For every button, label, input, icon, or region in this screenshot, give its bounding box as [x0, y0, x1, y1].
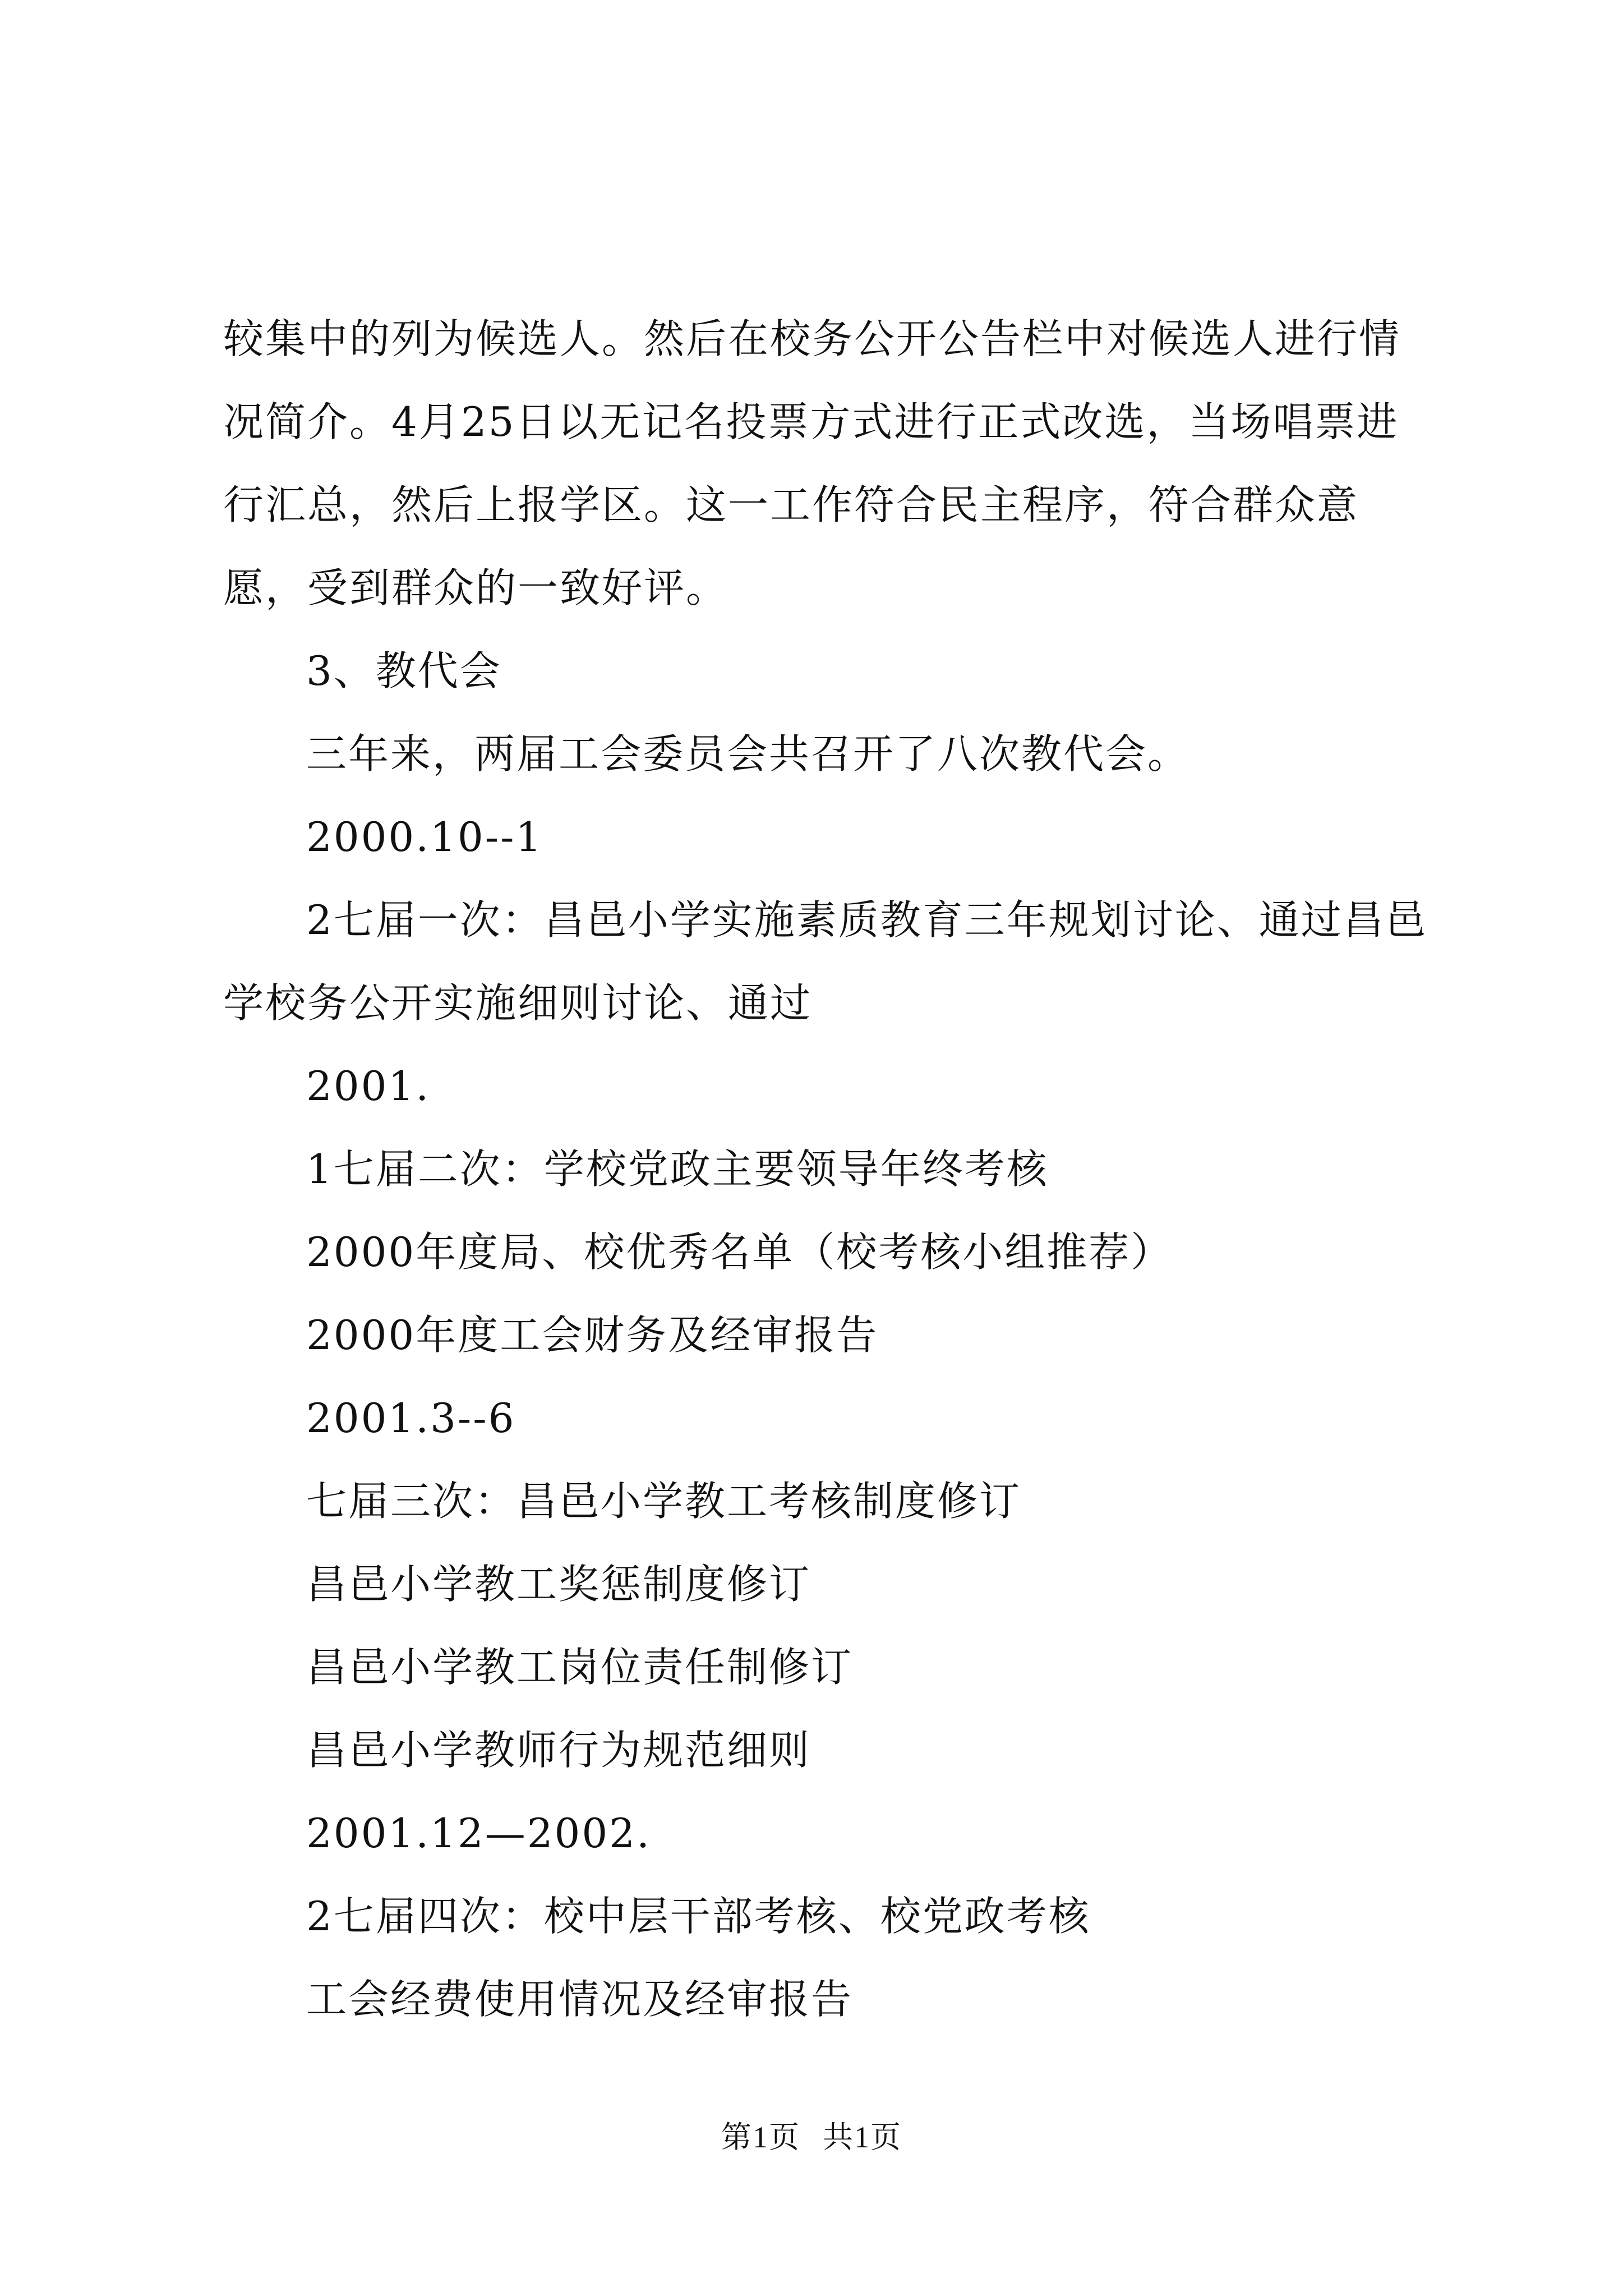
- paragraph-congress-summary: 三年来，两届工会委员会共召开了八次教代会。: [306, 730, 1190, 777]
- agenda-item: 2000年度局、校优秀名单（校考核小组推荐）: [306, 1228, 1173, 1276]
- date-line: 2001.3--6: [306, 1395, 516, 1442]
- page-number: 第1页: [721, 2120, 800, 2154]
- session-item: 七届三次：昌邑小学教工考核制度修订: [306, 1478, 1022, 1525]
- section-heading-staff-congress: 3、教代会: [306, 647, 502, 694]
- page-total: 共1页: [823, 2120, 902, 2154]
- agenda-item: 2000年度工会财务及经审报告: [306, 1312, 879, 1359]
- agenda-item: 昌邑小学教工岗位责任制修订: [306, 1644, 854, 1691]
- session-item: 2七届一次：昌邑小学实施素质教育三年规划讨论、通过昌邑学校务公开实施细则讨论、通过: [223, 896, 1427, 1027]
- session-item: 1七届二次：学校党政主要领导年终考核: [306, 1145, 1049, 1193]
- agenda-item: 昌邑小学教师行为规范细则: [306, 1727, 811, 1774]
- session-item: 2七届四次：校中层干部考核、校党政考核: [306, 1893, 1091, 1940]
- paragraph-candidate-election: 较集中的列为候选人。然后在校务公开公告栏中对候选人进行情况简介。4月25日以无记名投票方式进行正式改选，当场唱票进行汇总，然后上报学区。这一工作符合民主程序，符合群众意愿，受到群众的一致好评。: [223, 315, 1401, 611]
- page-footer: [0, 2118, 1623, 2157]
- date-line: 2000.10--1: [306, 813, 543, 861]
- document-body: [223, 297, 1429, 2041]
- date-line: 2001.: [306, 1062, 431, 1110]
- date-line: 2001.12—2002.: [306, 1810, 651, 1857]
- agenda-item: 昌邑小学教工奖惩制度修订: [306, 1561, 811, 1608]
- agenda-item: 工会经费使用情况及经审报告: [306, 1976, 854, 2023]
